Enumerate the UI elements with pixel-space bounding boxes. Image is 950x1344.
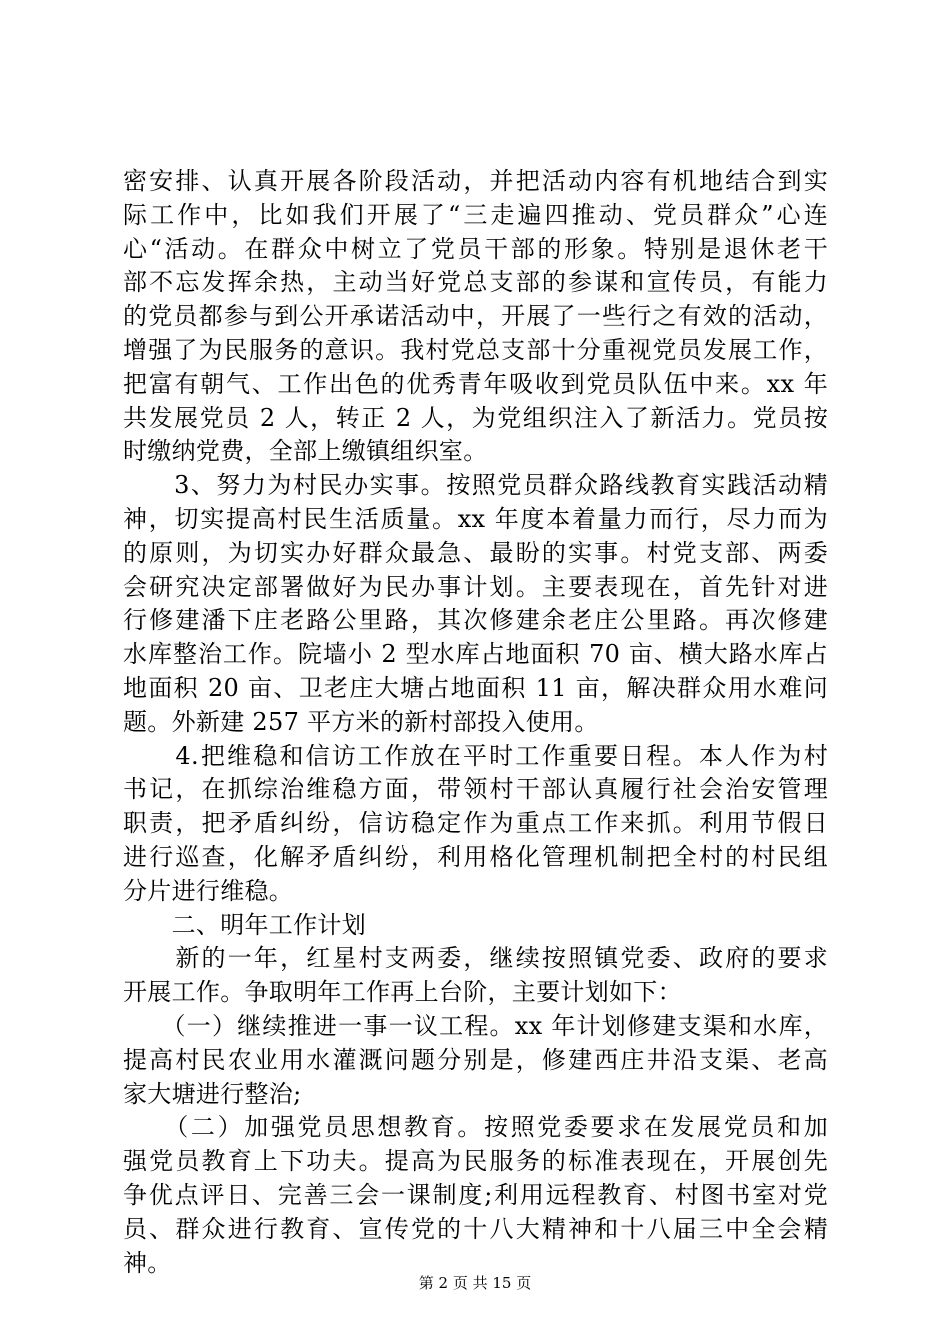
text-line: 开展工作。争取明年工作再上台阶，主要计划如下： [123, 978, 682, 1007]
text-line: 员、群众进行教育、宣传党的十八大精神和十八届三中全会精 [123, 1214, 828, 1243]
text-line: 水库整治工作。院墙小 2 型水库占地面积 70 亩、横大路水库占 [123, 640, 828, 669]
text-line: 的党员都参与到公开承诺活动中，开展了一些行之有效的活动， [123, 302, 828, 331]
text-line: 进行巡查，化解矛盾纠纷，利用格化管理机制把全村的村民组 [123, 842, 828, 871]
text-line: 强党员教育上下功夫。提高为民服务的标准表现在，开展创先 [123, 1147, 828, 1176]
text-line: 心“活动。在群众中树立了党员干部的形象。特别是退休老干 [123, 234, 828, 263]
text-line: 分片进行维稳。 [123, 876, 294, 905]
text-line: 新的一年，红星村支两委，继续按照镇党委、政府的要求 [123, 944, 828, 973]
text-line: 题。外新建 257 平方米的新村部投入使用。 [123, 707, 599, 736]
text-line: 4.把维稳和信访工作放在平时工作重要日程。本人作为村 [123, 741, 828, 770]
text-line: 共发展党员 2 人，转正 2 人，为党组织注入了新活力。党员按 [123, 403, 828, 432]
text-line: （二）加强党员思想教育。按照党委要求在发展党员和加 [123, 1113, 828, 1142]
page-number: 第 2 页 共 15 页 [418, 1274, 532, 1292]
text-line: 行修建潘下庄老路公里路，其次修建余老庄公里路。再次修建 [123, 606, 828, 635]
text-line: 神，切实提高村民生活质量。xx 年度本着量力而行，尽力而为 [123, 504, 828, 533]
text-line: 书记，在抓综治维稳方面，带领村干部认真履行社会治安管理 [123, 775, 828, 804]
text-line: 时缴纳党费，全部上缴镇组织室。 [123, 437, 488, 466]
text-line: 部不忘发挥余热，主动当好党总支部的参谋和宣传员，有能力 [123, 268, 828, 297]
text-line: 际工作中，比如我们开展了“三走遍四推动、党员群众”心连 [123, 200, 828, 229]
text-line: 家大塘进行整治; [123, 1079, 302, 1108]
text-line: 3、努力为村民办实事。按照党员群众路线教育实践活动精 [123, 471, 828, 500]
text-line: 争优点评日、完善三会一课制度;利用远程教育、村图书室对党 [123, 1180, 828, 1209]
text-line: （一）继续推进一事一议工程。xx 年计划修建支渠和水库， [123, 1011, 828, 1040]
text-line: 神。 [123, 1248, 172, 1277]
text-line: 职责，把矛盾纠纷，信访稳定作为重点工作来抓。利用节假日 [123, 809, 828, 838]
document-body [123, 165, 828, 1280]
text-line: 把富有朝气、工作出色的优秀青年吸收到党员队伍中来。xx 年 [123, 369, 828, 398]
text-line: 增强了为民服务的意识。我村党总支部十分重视党员发展工作， [123, 335, 828, 364]
text-line: 地面积 20 亩、卫老庄大塘占地面积 11 亩，解决群众用水难问 [123, 673, 828, 702]
text-line: 的原则，为切实办好群众最急、最盼的实事。村党支部、两委 [123, 538, 828, 567]
text-line: 提高村民农业用水灌溉问题分别是，修建西庄井沿支渠、老高 [123, 1045, 828, 1074]
text-line: 密安排、认真开展各阶段活动，并把活动内容有机地结合到实 [123, 167, 828, 195]
text-line: 二、明年工作计划 [123, 910, 366, 939]
text-line: 会研究决定部署做好为民办事计划。主要表现在，首先针对进 [123, 572, 828, 601]
